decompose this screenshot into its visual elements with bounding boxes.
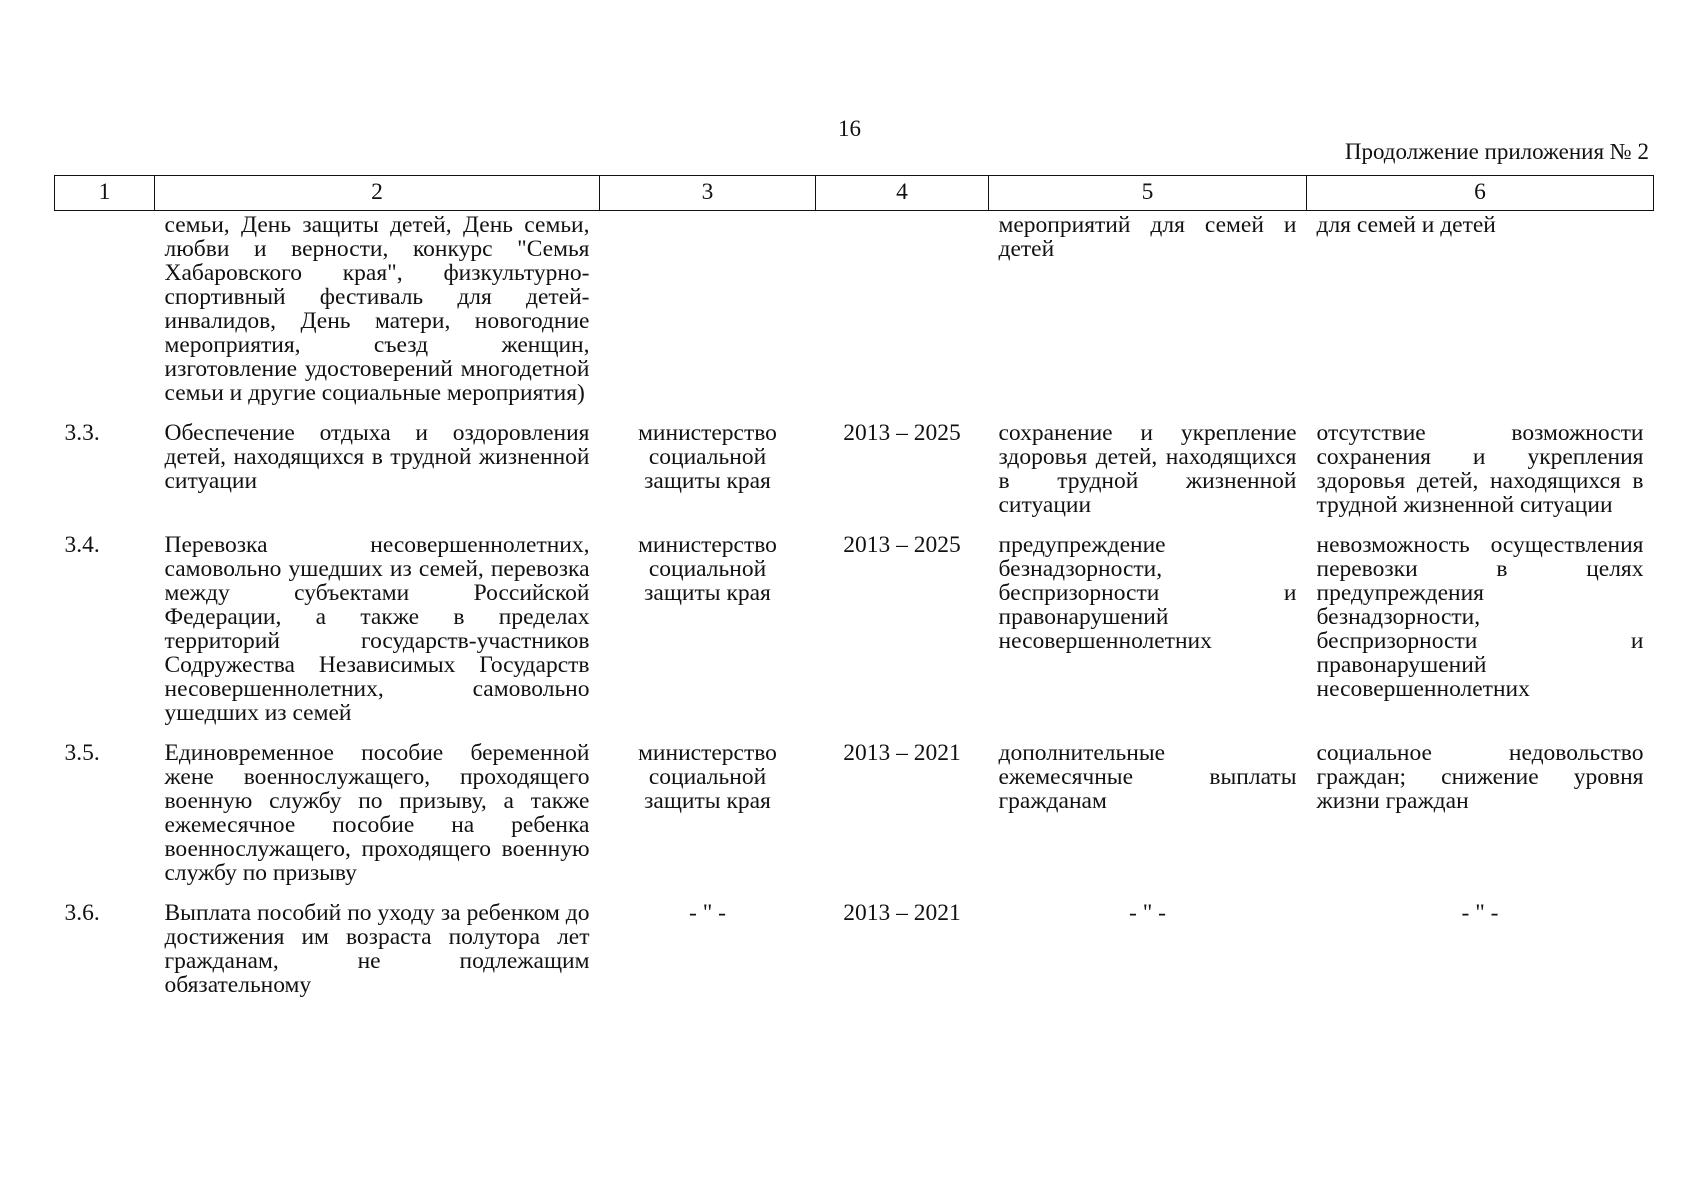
- measure-cell: семьи, День защиты детей, День семьи, любви и верности, конкурс "Семья Хабаровского края", физкультурно-спортивный фестиваль для детей-инвалидов, День матери, новогодние мероприятия, съезд женщин, изготовление удостоверений многодетной семьи и другие социальные мероприятия): [164, 212, 590, 406]
- row-number: 3.3.: [64, 420, 100, 446]
- executor-cell: министерство социальной защиты края: [638, 532, 777, 606]
- period-cell: 2013 – 2025: [843, 532, 961, 558]
- consequence-cell: - " -: [1461, 900, 1499, 926]
- column-header: 2: [155, 176, 600, 211]
- consequence-cell: отсутствие возможности сохранения и укрепления здоровья детей, находящихся в трудной жизненной ситуации: [1316, 420, 1644, 518]
- measure-cell: Перевозка несовершеннолетних, самовольно ушедших из семей, перевозка между субъектами Российской Федерации, а также в пределах территорий государств-участников Содружества Независимых Государств несовершеннолетних, самовольно ушедших из семей: [164, 532, 590, 726]
- executor-cell: - " -: [689, 900, 726, 926]
- continuation-label: Продолжение приложения № 2: [1344, 139, 1649, 164]
- header-row: [55, 176, 1654, 211]
- row-number: 3.6.: [64, 900, 100, 926]
- period-cell: 2013 – 2021: [843, 900, 961, 926]
- column-header: 3: [600, 176, 816, 211]
- result-cell: предупреждение безнадзорности, беспризорности и правонарушений несовершеннолетних: [998, 532, 1297, 654]
- page-number: 16: [838, 116, 861, 141]
- consequence-cell: для семей и детей: [1316, 212, 1496, 238]
- measure-cell: Выплата пособий по уходу за ребенком до достижения им возраста полутора лет гражданам, не подлежащим обязательному: [164, 900, 590, 998]
- period-cell: 2013 – 2021: [843, 740, 961, 766]
- result-cell: мероприятий для семей и детей: [998, 212, 1297, 262]
- row-number: 3.4.: [64, 532, 100, 558]
- table-row: [55, 901, 1654, 1013]
- row-number: [55, 211, 155, 422]
- result-cell: сохранение и укрепление здоровья детей, находящихся в трудной жизненной ситуации: [998, 420, 1297, 518]
- column-header: 1: [55, 176, 155, 211]
- table-row: [55, 421, 1654, 533]
- executor-cell: министерство социальной защиты края: [638, 420, 777, 494]
- measure-cell: Обеспечение отдыха и оздоровления детей, находящихся в трудной жизненной ситуации: [164, 420, 590, 494]
- column-header: 6: [1307, 176, 1654, 211]
- column-header: 5: [989, 176, 1307, 211]
- period-cell: [816, 211, 989, 422]
- period-cell: 2013 – 2025: [843, 420, 961, 446]
- result-cell: дополнительные ежемесячные выплаты гражданам: [998, 740, 1297, 814]
- consequence-cell: невозможность осуществления перевозки в целях предупреждения безнадзорности, беспризорности и правонарушений несовершеннолетних: [1316, 532, 1644, 702]
- table-row: [55, 741, 1654, 901]
- table-row: [55, 211, 1654, 422]
- result-cell: - " -: [1129, 900, 1166, 926]
- column-header: 4: [816, 176, 989, 211]
- row-number: 3.5.: [64, 740, 100, 766]
- executor-cell: министерство социальной защиты края: [638, 740, 777, 814]
- program-measures-table: [54, 175, 1654, 1013]
- consequence-cell: социальное недовольство граждан; снижение уровня жизни граждан: [1316, 740, 1644, 814]
- table-row: [55, 533, 1654, 741]
- measure-cell: Единовременное пособие беременной жене военнослужащего, проходящего военную службу по призыву, а также ежемесячное пособие на ребенка военнослужащего, проходящего военную службу по призыву: [164, 740, 590, 886]
- executor-cell: [600, 211, 816, 422]
